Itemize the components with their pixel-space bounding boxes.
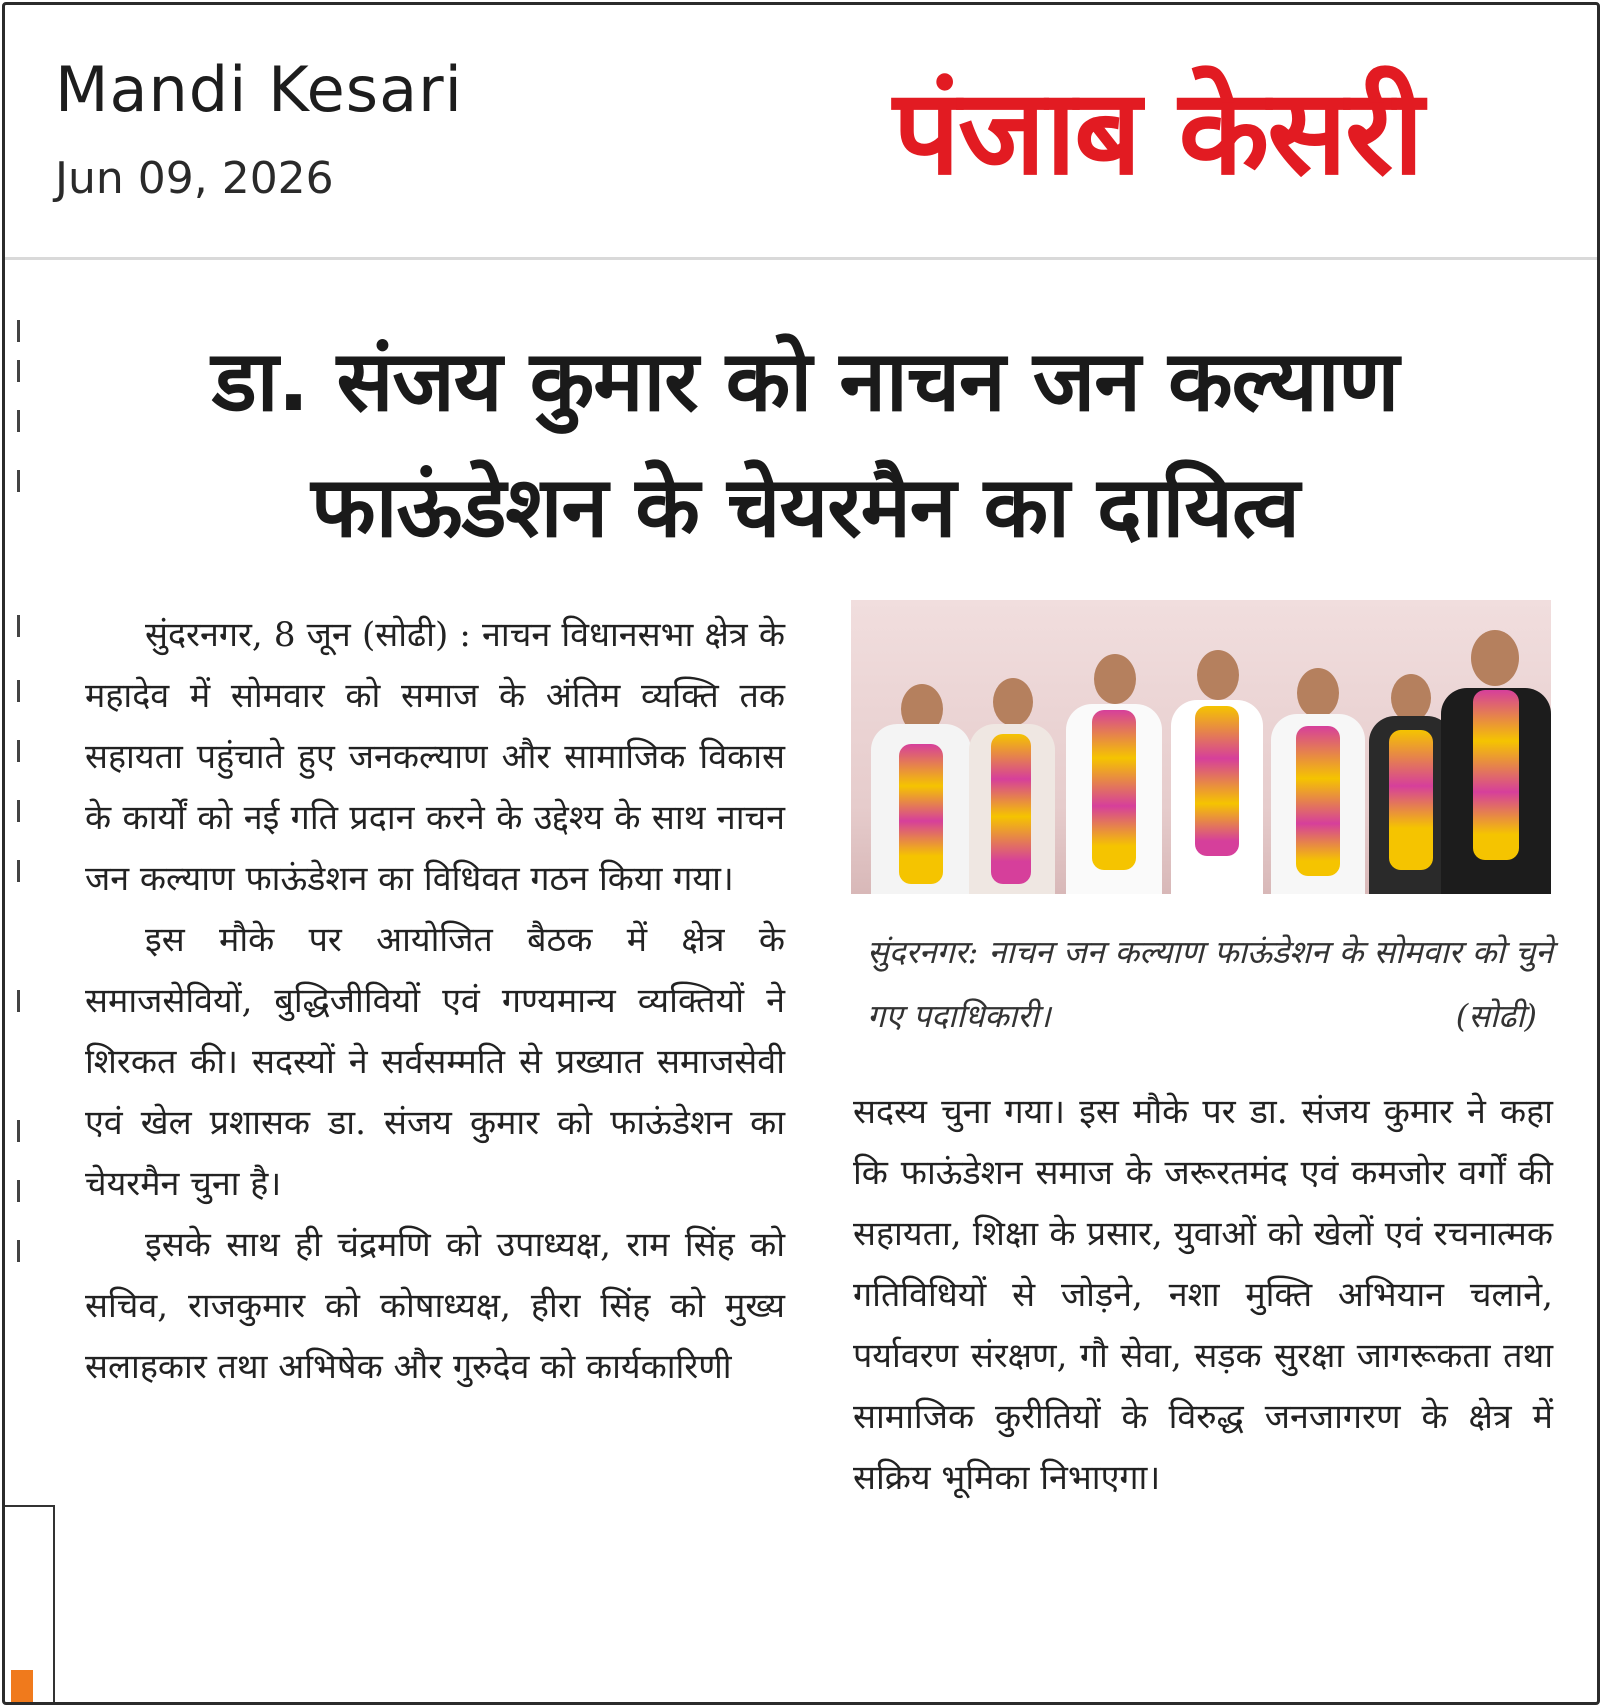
article-photo bbox=[851, 600, 1551, 894]
headline-line-2: फाऊंडेशन के चेयरमैन का दायित्व bbox=[311, 458, 1299, 556]
photo-caption bbox=[867, 920, 1557, 1048]
body-paragraph: इस मौके पर आयोजित बैठक में क्षेत्र के समाजसेवियों, बुद्धिजीवियों एवं गण्यमान्य व्यक्तियों ने शिरकत की। सदस्यों ने सर्वसम्मति से प्रख्यात समाजसेवी एवं खेल प्रशासक डा. संजय कुमार को फाऊंडेशन का चेयरमैन चुना है। bbox=[85, 920, 785, 1204]
body-paragraph: सुंदरनगर, 8 जून (सोढी) : नाचन विधानसभा क्षेत्र के महादेव में सोमवार को समाज के अंतिम व्यक्ति तक सहायता पहुंचाते हुए जनकल्याण और सामाजिक विकास के कार्यों को नई गति प्रदान करने के उद्देश्य के साथ नाचन जन कल्याण फाऊंडेशन का विधिवत गठन किया गया। bbox=[85, 615, 785, 899]
photo-credit: (सोढी) bbox=[1455, 997, 1537, 1035]
edition-name: Mandi Kesari bbox=[55, 53, 463, 126]
article-body-right-column bbox=[853, 1082, 1553, 1509]
adjacent-graphic-edge bbox=[11, 1670, 33, 1705]
clipping-header bbox=[5, 5, 1597, 257]
body-paragraph: सदस्य चुना गया। इस मौके पर डा. संजय कुमार ने कहा कि फाऊंडेशन समाज के जरूरतमंद एवं कमजोर वर्गों की सहायता, शिक्षा के प्रसार, युवाओं को खेलों एवं रचनात्मक गतिविधियों से जोड़ने, नशा मुक्ति अभियान चलाने, पर्यावरण संरक्षण, गौ सेवा, सड़क सुरक्षा जागरूकता तथा सामाजिक कुरीतियों के विरुद्ध जनजागरण के क्षेत्र में सक्रिय भूमिका निभाएगा। bbox=[853, 1092, 1553, 1498]
adjacent-column-edge bbox=[13, 260, 27, 1702]
publication-date: Jun 09, 2026 bbox=[55, 153, 334, 204]
article-clipping bbox=[5, 260, 1597, 1702]
article-body-left-column bbox=[85, 605, 785, 1398]
news-clipping-frame bbox=[2, 2, 1600, 1705]
headline-line-1: डा. संजय कुमार को नाचन जन कल्याण bbox=[211, 332, 1399, 430]
newspaper-logo: पंजाब केसरी bbox=[893, 63, 1422, 201]
body-paragraph: इसके साथ ही चंद्रमणि को उपाध्यक्ष, राम सिंह को सचिव, राजकुमार को कोषाध्यक्ष, हीरा सिंह को मुख्य सलाहकार तथा अभिषेक और गुरुदेव को कार्यकारिणी bbox=[85, 1225, 785, 1387]
article-headline bbox=[65, 318, 1545, 570]
photo-caption-text: सुंदरनगर: नाचन जन कल्याण फाऊंडेशन के सोमवार को चुने गए पदाधिकारी। bbox=[867, 933, 1554, 1035]
